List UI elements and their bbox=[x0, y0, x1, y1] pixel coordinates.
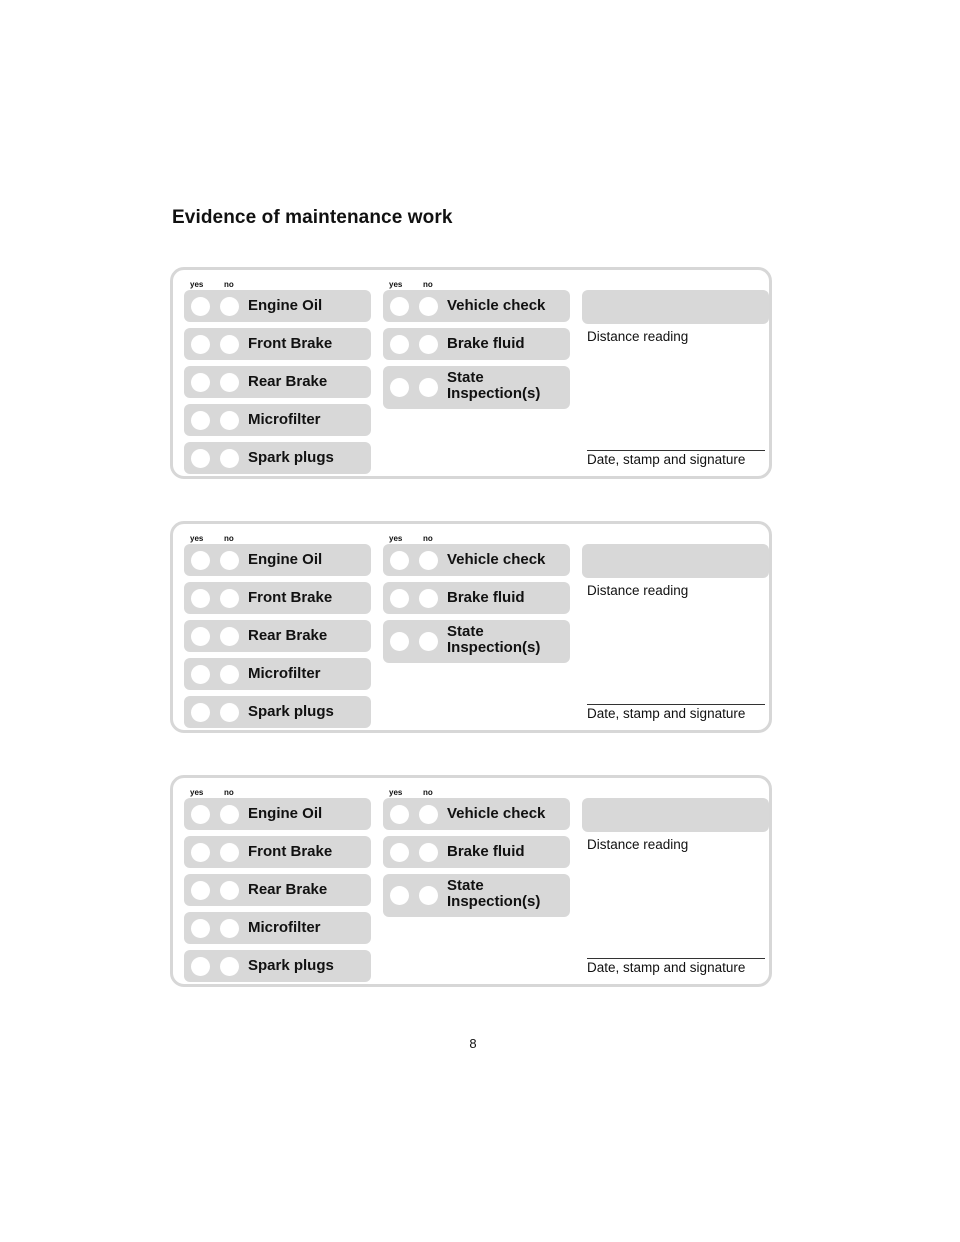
signature-line[interactable] bbox=[587, 958, 765, 959]
no-label: no bbox=[423, 534, 433, 543]
page-title: Evidence of maintenance work bbox=[172, 207, 453, 228]
yes-label: yes bbox=[190, 534, 204, 543]
yes-checkbox[interactable] bbox=[191, 627, 210, 646]
yes-checkbox[interactable] bbox=[390, 378, 409, 397]
checklist-row bbox=[383, 798, 570, 830]
yes-checkbox[interactable] bbox=[191, 919, 210, 938]
maintenance-record-card bbox=[170, 267, 772, 479]
yes-label: yes bbox=[190, 788, 204, 797]
checklist-row bbox=[383, 874, 570, 917]
checklist-row bbox=[184, 582, 371, 614]
no-checkbox[interactable] bbox=[220, 957, 239, 976]
distance-reading-label: Distance reading bbox=[587, 583, 689, 598]
no-checkbox[interactable] bbox=[220, 335, 239, 354]
no-checkbox[interactable] bbox=[220, 881, 239, 900]
no-checkbox[interactable] bbox=[419, 886, 438, 905]
no-checkbox[interactable] bbox=[419, 378, 438, 397]
yes-checkbox[interactable] bbox=[191, 449, 210, 468]
distance-reading-label: Distance reading bbox=[587, 329, 689, 344]
item-label: Spark plugs bbox=[248, 957, 334, 974]
yes-checkbox[interactable] bbox=[191, 297, 210, 316]
yes-checkbox[interactable] bbox=[191, 373, 210, 392]
item-label: Front Brake bbox=[248, 843, 333, 860]
no-label: no bbox=[224, 788, 234, 797]
no-label: no bbox=[423, 280, 433, 289]
yes-checkbox[interactable] bbox=[390, 589, 409, 608]
yes-checkbox[interactable] bbox=[191, 843, 210, 862]
checklist-row bbox=[383, 290, 570, 322]
item-label: Brake fluid bbox=[447, 589, 525, 606]
checklist-row bbox=[184, 798, 371, 830]
signature-line[interactable] bbox=[587, 704, 765, 705]
checklist-row bbox=[184, 366, 371, 398]
checklist-row bbox=[184, 544, 371, 576]
signature-line[interactable] bbox=[587, 450, 765, 451]
checklist-row bbox=[184, 658, 371, 690]
no-label: no bbox=[224, 280, 234, 289]
item-label: Brake fluid bbox=[447, 843, 525, 860]
checklist-row bbox=[184, 696, 371, 728]
yes-checkbox[interactable] bbox=[390, 551, 409, 570]
yes-no-header bbox=[389, 788, 433, 797]
checklist-row bbox=[184, 874, 371, 906]
checklist-row bbox=[184, 836, 371, 868]
no-checkbox[interactable] bbox=[220, 627, 239, 646]
yes-checkbox[interactable] bbox=[191, 411, 210, 430]
yes-label: yes bbox=[389, 788, 403, 797]
no-checkbox[interactable] bbox=[220, 589, 239, 608]
yes-checkbox[interactable] bbox=[390, 886, 409, 905]
checklist-row bbox=[184, 404, 371, 436]
item-label: Spark plugs bbox=[248, 449, 334, 466]
checklist-row bbox=[184, 442, 371, 474]
yes-checkbox[interactable] bbox=[191, 703, 210, 722]
yes-no-header bbox=[190, 280, 234, 289]
no-checkbox[interactable] bbox=[220, 805, 239, 824]
checklist-row bbox=[184, 912, 371, 944]
signature-label: Date, stamp and signature bbox=[587, 452, 746, 467]
item-label: Spark plugs bbox=[248, 703, 334, 720]
item-label: Front Brake bbox=[248, 589, 333, 606]
yes-checkbox[interactable] bbox=[390, 297, 409, 316]
item-label: Microfilter bbox=[248, 411, 321, 428]
maintenance-record-card bbox=[170, 775, 772, 987]
distance-reading-field[interactable] bbox=[582, 290, 769, 324]
yes-checkbox[interactable] bbox=[191, 881, 210, 900]
yes-checkbox[interactable] bbox=[191, 551, 210, 570]
no-checkbox[interactable] bbox=[419, 843, 438, 862]
checklist-row bbox=[383, 366, 570, 409]
item-label: Brake fluid bbox=[447, 335, 525, 352]
no-checkbox[interactable] bbox=[419, 632, 438, 651]
no-label: no bbox=[423, 788, 433, 797]
yes-checkbox[interactable] bbox=[191, 665, 210, 684]
no-checkbox[interactable] bbox=[419, 551, 438, 570]
yes-checkbox[interactable] bbox=[191, 805, 210, 824]
distance-reading-field[interactable] bbox=[582, 798, 769, 832]
checklist-row bbox=[184, 290, 371, 322]
no-checkbox[interactable] bbox=[220, 919, 239, 938]
yes-label: yes bbox=[190, 280, 204, 289]
yes-checkbox[interactable] bbox=[390, 335, 409, 354]
yes-checkbox[interactable] bbox=[191, 957, 210, 976]
no-checkbox[interactable] bbox=[419, 297, 438, 316]
no-checkbox[interactable] bbox=[220, 703, 239, 722]
item-label: Front Brake bbox=[248, 335, 333, 352]
item-label: Rear Brake bbox=[248, 373, 328, 390]
item-label: Microfilter bbox=[248, 665, 321, 682]
item-label: State Inspection(s) bbox=[447, 623, 541, 656]
no-checkbox[interactable] bbox=[220, 843, 239, 862]
item-label: Rear Brake bbox=[248, 627, 328, 644]
yes-no-header bbox=[190, 534, 234, 543]
no-checkbox[interactable] bbox=[220, 449, 239, 468]
checklist-row bbox=[184, 328, 371, 360]
yes-no-header bbox=[190, 788, 234, 797]
no-checkbox[interactable] bbox=[220, 373, 239, 392]
item-label: Engine Oil bbox=[248, 297, 323, 314]
item-label: State Inspection(s) bbox=[447, 369, 541, 402]
yes-checkbox[interactable] bbox=[390, 805, 409, 824]
no-checkbox[interactable] bbox=[419, 589, 438, 608]
checklist-row bbox=[383, 620, 570, 663]
item-label: Engine Oil bbox=[248, 805, 323, 822]
no-checkbox[interactable] bbox=[220, 411, 239, 430]
checklist-row bbox=[383, 328, 570, 360]
yes-no-header bbox=[389, 280, 433, 289]
checklist-row bbox=[383, 582, 570, 614]
no-label: no bbox=[224, 534, 234, 543]
signature-label: Date, stamp and signature bbox=[587, 960, 746, 975]
page-number: 8 bbox=[469, 1036, 477, 1051]
no-checkbox[interactable] bbox=[220, 665, 239, 684]
yes-no-header bbox=[389, 534, 433, 543]
item-label: Rear Brake bbox=[248, 881, 328, 898]
distance-reading-label: Distance reading bbox=[587, 837, 689, 852]
item-label: Microfilter bbox=[248, 919, 321, 936]
no-checkbox[interactable] bbox=[220, 551, 239, 570]
yes-checkbox[interactable] bbox=[390, 632, 409, 651]
item-label: Vehicle check bbox=[447, 297, 546, 314]
no-checkbox[interactable] bbox=[220, 297, 239, 316]
distance-reading-field[interactable] bbox=[582, 544, 769, 578]
no-checkbox[interactable] bbox=[419, 805, 438, 824]
item-label: Engine Oil bbox=[248, 551, 323, 568]
yes-checkbox[interactable] bbox=[191, 335, 210, 354]
checklist-row bbox=[383, 836, 570, 868]
checklist-row bbox=[383, 544, 570, 576]
item-label: Vehicle check bbox=[447, 805, 546, 822]
checklist-row bbox=[184, 620, 371, 652]
item-label: State Inspection(s) bbox=[447, 877, 541, 910]
yes-checkbox[interactable] bbox=[191, 589, 210, 608]
yes-checkbox[interactable] bbox=[390, 843, 409, 862]
checklist-row bbox=[184, 950, 371, 982]
yes-label: yes bbox=[389, 534, 403, 543]
maintenance-record-card bbox=[170, 521, 772, 733]
yes-label: yes bbox=[389, 280, 403, 289]
no-checkbox[interactable] bbox=[419, 335, 438, 354]
signature-label: Date, stamp and signature bbox=[587, 706, 746, 721]
item-label: Vehicle check bbox=[447, 551, 546, 568]
